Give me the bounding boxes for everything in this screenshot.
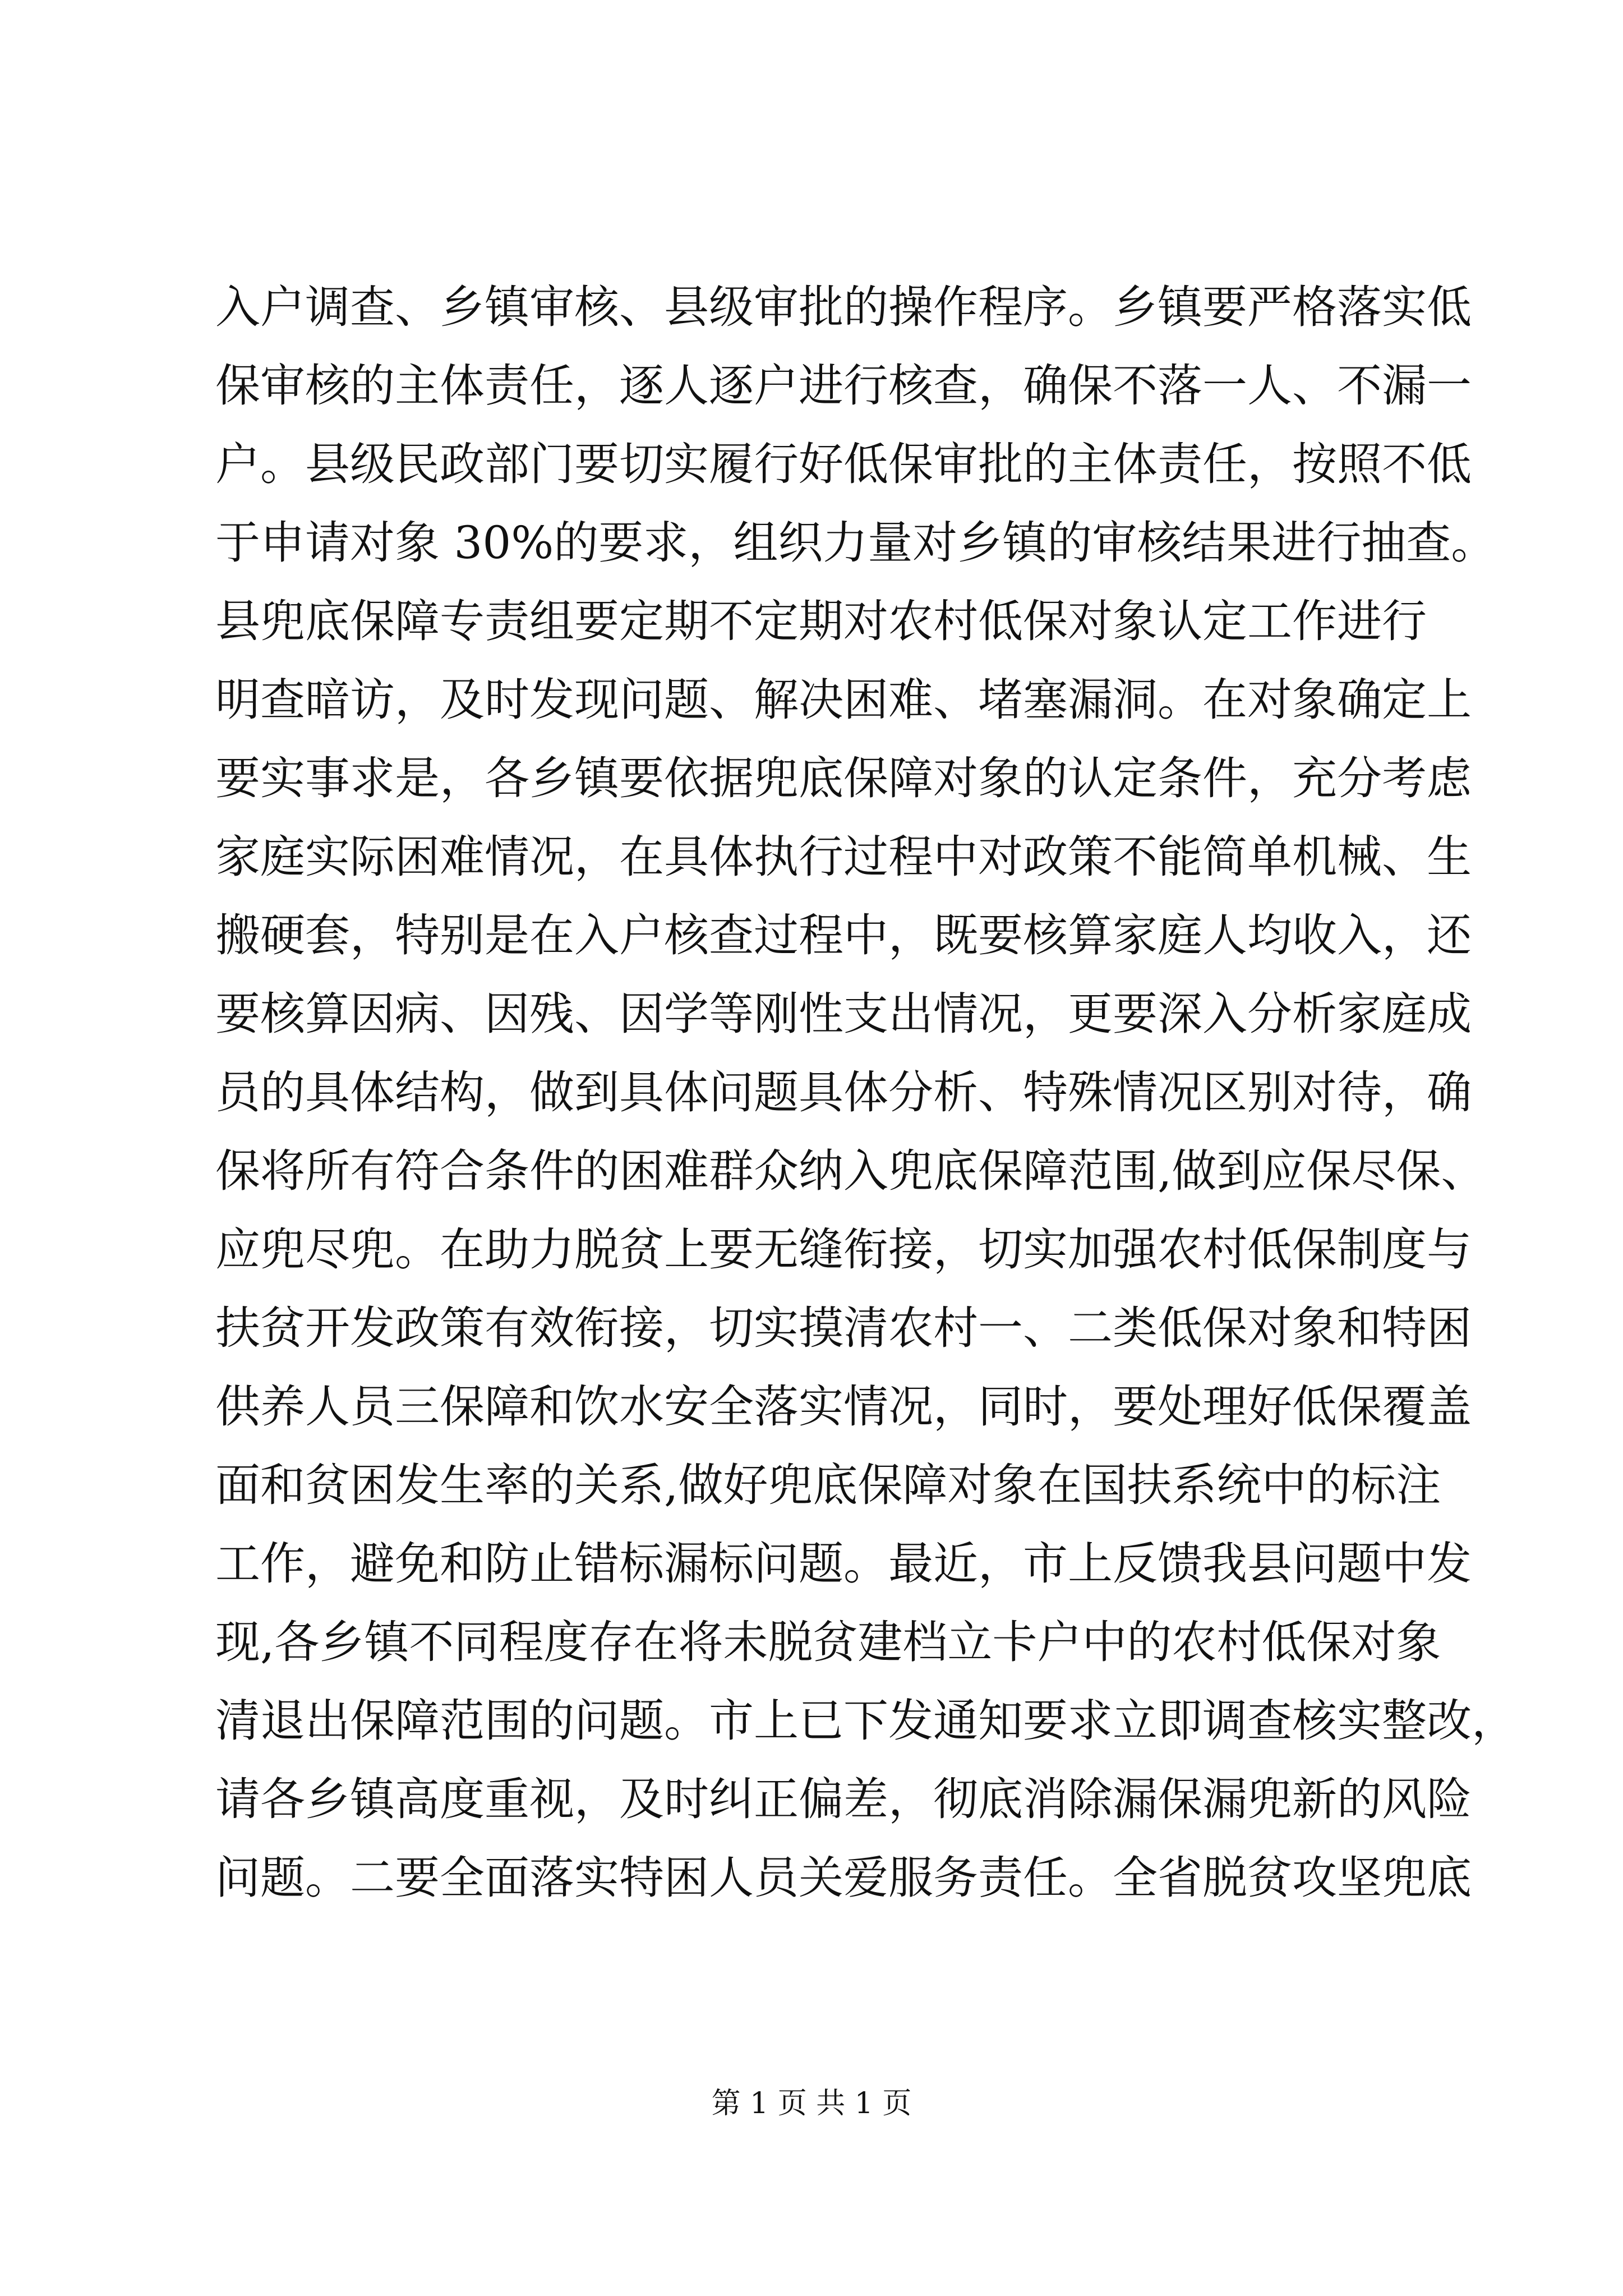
text-line: 搬硬套，特别是在入户核查过程中，既要核算家庭人均收入，还	[215, 909, 1472, 961]
page-number-label: 第 1 页 共 1 页	[711, 2087, 912, 2120]
text-line: 保将所有符合条件的困难群众纳入兜底保障范围,做到应保尽保、	[215, 1145, 1486, 1197]
text-line: 要核算因病、因残、因学等刚性支出情况，更要深入分析家庭成	[215, 988, 1472, 1040]
page-footer	[0, 2086, 1623, 2122]
text-line: 入户调查、乡镇审核、县级审批的操作程序。乡镇要严格落实低	[215, 281, 1472, 333]
text-line: 请各乡镇高度重视，及时纠正偏差，彻底消除漏保漏兜新的风险	[215, 1773, 1472, 1825]
text-line: 面和贫困发生率的关系,做好兜底保障对象在国扶系统中的标注	[215, 1459, 1441, 1511]
body-text	[215, 268, 1516, 1917]
text-line: 供养人员三保障和饮水安全落实情况，同时，要处理好低保覆盖	[215, 1381, 1472, 1433]
text-line: 县兜底保障专责组要定期不定期对农村低保对象认定工作进行	[215, 595, 1427, 647]
text-line: 现,各乡镇不同程度存在将未脱贫建档立卡户中的农村低保对象	[215, 1616, 1441, 1668]
text-line: 问题。二要全面落实特困人员关爱服务责任。全省脱贫攻坚兜底	[215, 1852, 1472, 1904]
text-line: 保审核的主体责任，逐人逐户进行核查，确保不落一人、不漏一	[215, 360, 1472, 412]
text-line: 清退出保障范围的问题。市上已下发通知要求立即调查核实整改，	[215, 1695, 1516, 1747]
text-line: 明查暗访，及时发现问题、解决困难、堵塞漏洞。在对象确定上	[215, 674, 1472, 726]
text-line: 员的具体结构，做到具体问题具体分析、特殊情况区别对待，确	[215, 1066, 1472, 1119]
text-line: 于申请对象 30%的要求，组织力量对乡镇的审核结果进行抽查。	[215, 517, 1496, 569]
text-line: 户。县级民政部门要切实履行好低保审批的主体责任，按照不低	[215, 438, 1472, 490]
text-line: 要实事求是，各乡镇要依据兜底保障对象的认定条件，充分考虑	[215, 752, 1472, 804]
text-line: 家庭实际困难情况，在具体执行过程中对政策不能简单机械、生	[215, 831, 1472, 883]
text-line: 应兜尽兜。在助力脱贫上要无缝衔接，切实加强农村低保制度与	[215, 1223, 1472, 1276]
text-line: 工作，避免和防止错标漏标问题。最近，市上反馈我县问题中发	[215, 1538, 1472, 1590]
text-line: 扶贫开发政策有效衔接，切实摸清农村一、二类低保对象和特困	[215, 1302, 1472, 1354]
